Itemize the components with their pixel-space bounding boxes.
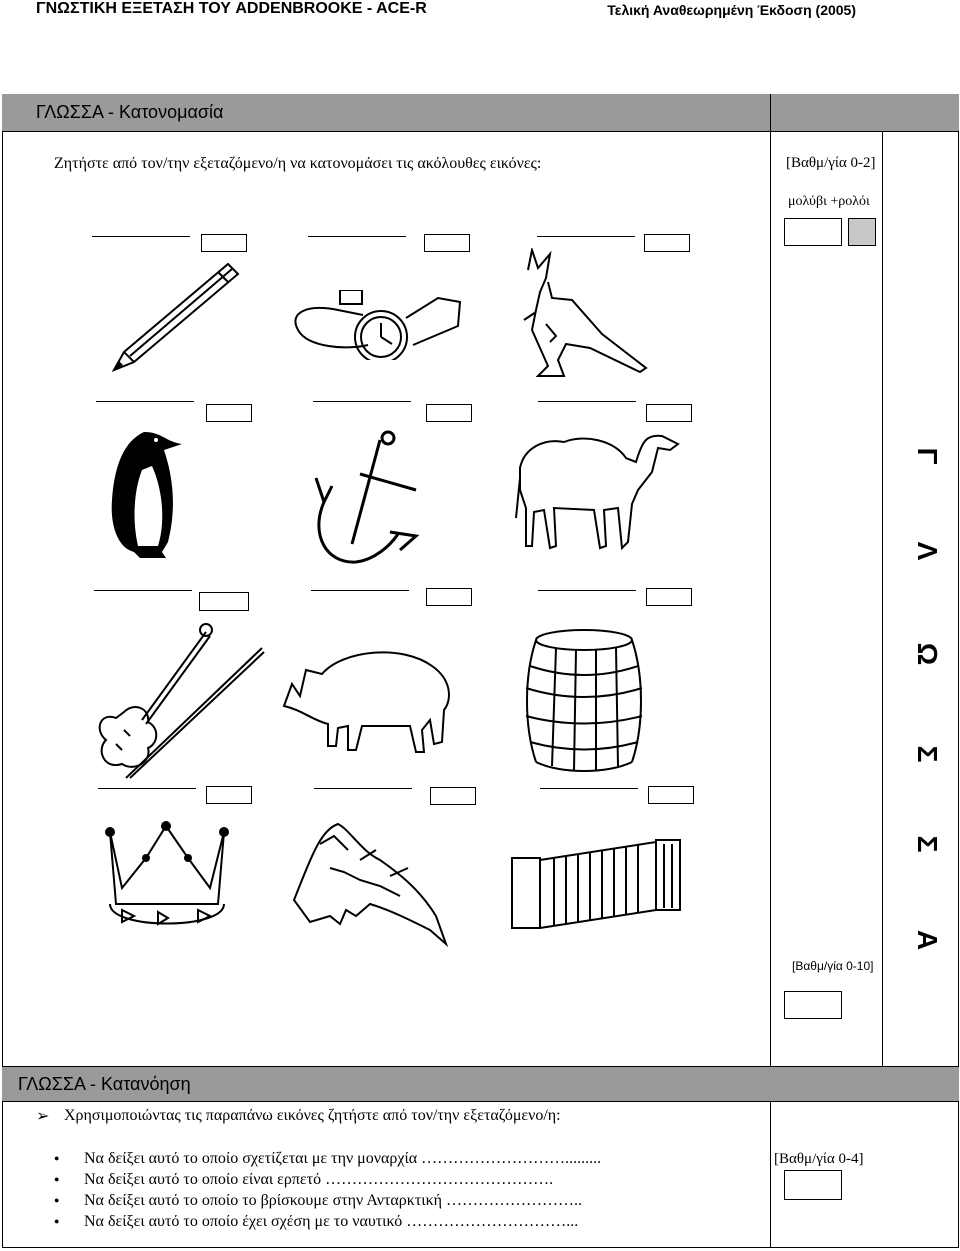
penguin-picture <box>104 430 186 560</box>
side-letter: Α <box>912 929 943 951</box>
crown-picture <box>102 818 232 938</box>
answer-line <box>314 788 412 789</box>
score-box-first[interactable] <box>784 218 842 246</box>
list-item: ● Να δείξει αυτό το οποίο έχει σχέση με το ναυτικό …………………………... <box>54 1211 601 1232</box>
answer-line <box>538 590 636 591</box>
answer-line <box>308 236 406 237</box>
answer-box[interactable] <box>426 588 472 606</box>
anchor-picture <box>306 424 426 568</box>
list-item: ● Να δείξει αυτό το οποίο είναι ερπετό ……………………………………. <box>54 1169 601 1190</box>
pencil-picture <box>100 258 240 373</box>
arrow-bullet: ➢ <box>36 1108 50 1125</box>
answer-box[interactable] <box>430 787 476 805</box>
answer-line <box>94 590 192 591</box>
kangaroo-picture <box>510 248 650 380</box>
answer-line <box>98 788 196 789</box>
barrel-picture <box>520 626 648 776</box>
comprehension-instruction: Χρησιμοποιώντας τις παραπάνω εικόνες ζητήστε από τον/την εξεταζόμενο/η: <box>64 1107 561 1124</box>
answer-box[interactable] <box>201 234 247 252</box>
answer-box[interactable] <box>648 786 694 804</box>
answer-box[interactable] <box>646 588 692 606</box>
score-box-comprehension[interactable] <box>784 1170 842 1200</box>
crocodile-picture <box>290 820 450 948</box>
answer-box[interactable] <box>206 404 252 422</box>
answer-line <box>96 401 194 402</box>
naming-section-band <box>2 94 959 132</box>
comprehension-section-title: ΓΛΩΣΣΑ - Κατανόηση <box>18 1074 191 1094</box>
score-range-first: [Βαθμ/γία 0-2] <box>786 155 876 171</box>
list-item: ● Να δείξει αυτό το οποίο το βρίσκουμε στην Ανταρκτική …………………….. <box>54 1190 601 1211</box>
rhinoceros-picture <box>282 640 454 758</box>
naming-instruction: Ζητήστε από τον/την εξεταζόμενο/η να κατονομάσει τις ακόλουθες εικόνες: <box>54 155 542 172</box>
list-item: ● Να δείξει αυτό το οποίο σχετίζεται με την μοναρχία ………………………......... <box>54 1148 601 1169</box>
answer-box[interactable] <box>644 234 690 252</box>
score-range-rest: [Βαθμ/γία 0-10] <box>792 959 874 973</box>
document-title: ΓΝΩΣΤΙΚΗ ΕΞΕΤΑΣΗ ΤΟΥ ADDENBROOKE - ACE-R <box>36 0 427 17</box>
naming-section-title: ΓΛΩΣΣΑ - Κατονομασία <box>36 102 224 122</box>
edition-label: Τελική Αναθεωρημένη Έκδοση (2005) <box>607 2 856 18</box>
side-letter: Σ <box>912 835 943 853</box>
answer-box[interactable] <box>199 592 249 611</box>
side-letter: Ω <box>912 642 943 666</box>
answer-line <box>538 401 636 402</box>
score-box-naming[interactable] <box>784 991 842 1019</box>
side-letter: Σ <box>912 745 943 763</box>
comprehension-section-band <box>2 1066 959 1102</box>
side-column-divider <box>882 132 883 1066</box>
watch-picture <box>288 290 463 360</box>
score-box-first-shaded[interactable] <box>848 218 876 246</box>
answer-line <box>537 236 635 237</box>
accordion-picture <box>508 836 684 932</box>
answer-box[interactable] <box>426 404 472 422</box>
answer-line <box>92 236 190 237</box>
comprehension-items <box>54 1148 601 1232</box>
camel-picture <box>514 428 680 552</box>
violin-picture <box>86 620 266 780</box>
answer-line <box>311 590 409 591</box>
answer-line <box>313 401 411 402</box>
answer-box[interactable] <box>646 404 692 422</box>
side-letter: Γ <box>912 447 943 465</box>
score-range-comprehension: [Βαθμ/γία 0-4] <box>774 1151 864 1167</box>
answer-line <box>540 788 638 789</box>
first-items-label: μολύβι +ρολόι <box>788 194 870 209</box>
answer-box[interactable] <box>424 234 470 252</box>
side-letter: Λ <box>912 541 943 561</box>
answer-box[interactable] <box>206 786 252 804</box>
